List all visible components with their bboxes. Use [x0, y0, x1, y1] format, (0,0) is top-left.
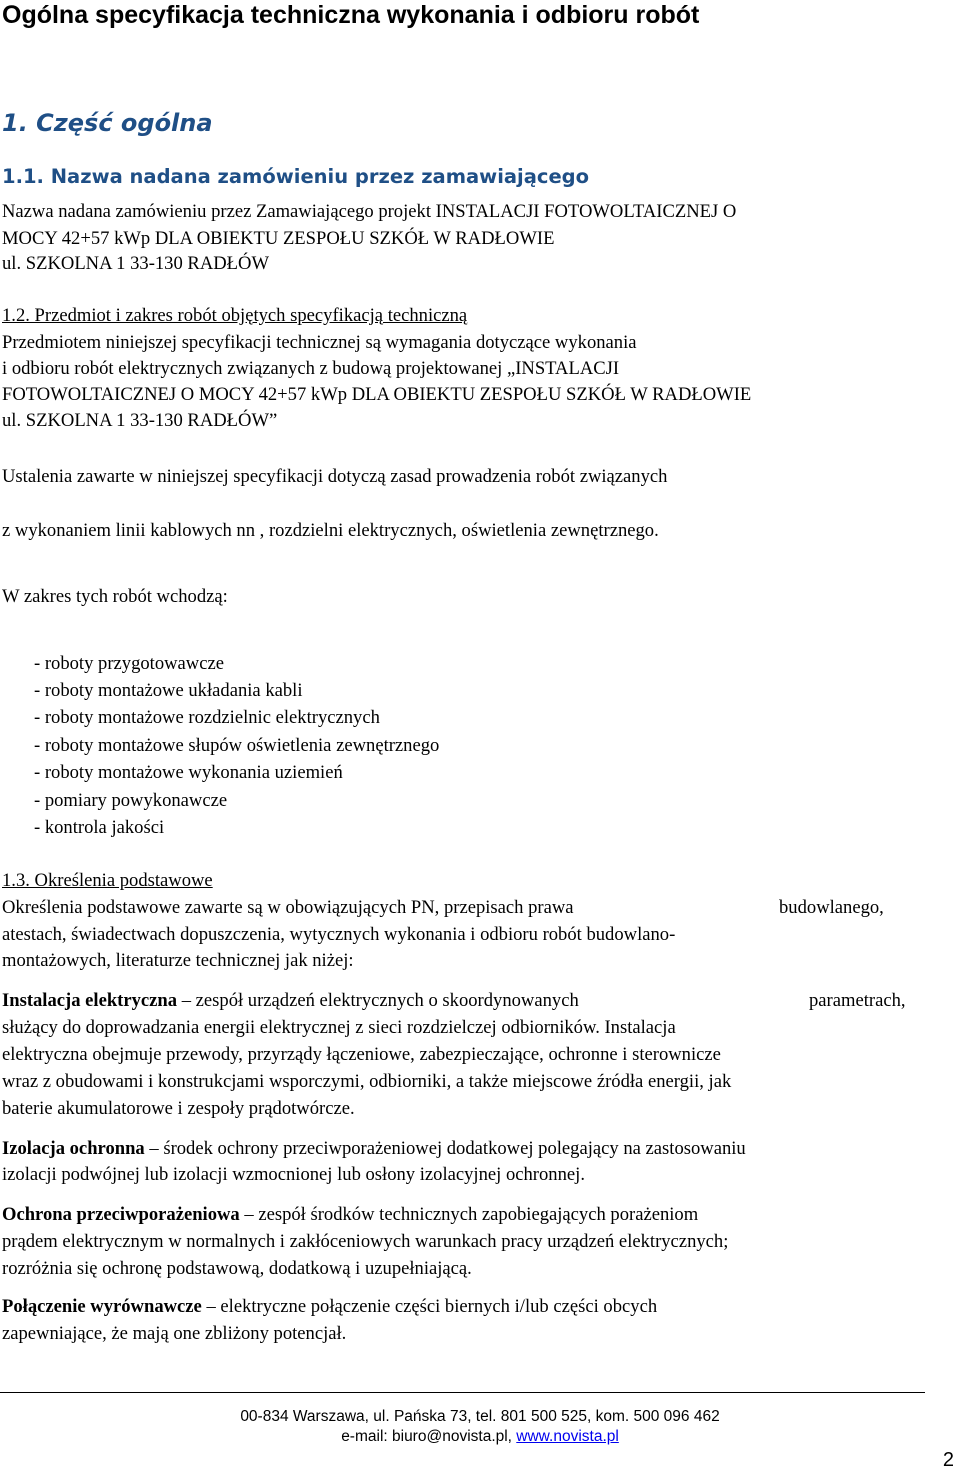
- paragraph-line: MOCY 42+57 kWp DLA OBIEKTU ZESPOŁU SZKÓŁ W RADŁOWIE: [2, 228, 555, 249]
- footer-address: 00-834 Warszawa, ul. Pańska 73, tel. 801 500 525, kom. 500 096 462: [240, 1408, 720, 1425]
- paragraph-line: ul. SZKOLNA 1 33-130 RADŁÓW: [2, 253, 270, 274]
- definition-text: – zespół środków technicznych zapobiegających porażeniom: [239, 1204, 699, 1225]
- definition-izolacja: [2, 1136, 746, 1162]
- definition-term: Ochrona przeciwporażeniowa: [2, 1204, 240, 1225]
- footer-contact: [0, 1428, 960, 1446]
- definition-instalacja: [2, 988, 579, 1014]
- list-item: - roboty montażowe układania kabli: [34, 680, 303, 701]
- list-item: - pomiary powykonawcze: [34, 790, 228, 811]
- paragraph-line: Przedmiotem niniejszej specyfikacji technicznej są wymagania dotyczące wykonania: [2, 332, 637, 353]
- list-item: - roboty przygotowawcze: [34, 653, 224, 674]
- definition-term: Instalacja elektryczna: [2, 990, 178, 1011]
- definition-ochrona: [2, 1202, 698, 1228]
- section-heading-1-1: 1.1. Nazwa nadana zamówieniu przez zamawiającego: [2, 165, 590, 188]
- page-number: 2: [942, 1449, 954, 1471]
- paragraph-line: Określenia podstawowe zawarte są w obowiązujących PN, przepisach prawa: [2, 897, 574, 918]
- paragraph-line: służący do doprowadzania energii elektrycznej z sieci rozdzielczej odbiorników. Instalacja: [2, 1017, 676, 1038]
- definition-text: – środek ochrony przeciwporażeniowej dodatkowej polegający na zastosowaniu: [144, 1138, 746, 1159]
- list-item: - roboty montażowe wykonania uziemień: [34, 762, 343, 783]
- section-heading-1: 1. Część ogólna: [2, 109, 213, 137]
- scope-intro: W zakres tych robót wchodzą:: [2, 586, 228, 607]
- definition-term: Izolacja ochronna: [2, 1138, 145, 1159]
- paragraph-line: atestach, świadectwach dopuszczenia, wytycznych wykonania i odbioru robót budowlano-: [2, 924, 676, 945]
- document-title: Ogólna specyfikacja techniczna wykonania i odbioru robót: [2, 1, 700, 29]
- paragraph-line: wraz z obudowami i konstrukcjami wsporczymi, odbiorniki, a także miejscowe źródła energii, jak: [2, 1071, 732, 1092]
- section-heading-1-3: 1.3. Określenia podstawowe: [2, 870, 213, 891]
- definition-polaczenie: [2, 1294, 657, 1320]
- footer-divider: [0, 1392, 925, 1393]
- paragraph-line: izolacji podwójnej lub izolacji wzmocnionej lub osłony izolacyjnej ochronnej.: [2, 1164, 585, 1185]
- paragraph-line: rozróżnia się ochronę podstawową, dodatkową i uzupełniającą.: [2, 1258, 472, 1279]
- list-item: - kontrola jakości: [34, 817, 165, 838]
- paragraph-line: baterie akumulatorowe i zespoły prądotwórcze.: [2, 1098, 355, 1119]
- paragraph-line: elektryczna obejmuje przewody, przyrządy łączeniowe, zabezpieczające, ochronne i sterownicze: [2, 1044, 721, 1065]
- paragraph-line: montażowych, literaturze technicznej jak niżej:: [2, 950, 354, 971]
- section-heading-1-2: 1.2. Przedmiot i zakres robót objętych specyfikacją techniczną: [2, 305, 468, 326]
- list-item: - roboty montażowe słupów oświetlenia zewnętrznego: [34, 735, 440, 756]
- paragraph-line-end: parametrach,: [809, 990, 906, 1011]
- definition-term: Połączenie wyrównawcze: [2, 1296, 202, 1317]
- paragraph-line: FOTOWOLTAICZNEJ O MOCY 42+57 kWp DLA OBIEKTU ZESPOŁU SZKÓŁ W RADŁOWIE: [2, 384, 752, 405]
- paragraph-line: z wykonaniem linii kablowych nn , rozdzielni elektrycznych, oświetlenia zewnętrznego.: [2, 520, 659, 541]
- definition-text: – elektryczne połączenie części biernych i/lub części obcych: [201, 1296, 658, 1317]
- paragraph-line: zapewniające, że mają one zbliżony potencjał.: [2, 1323, 347, 1344]
- paragraph-line-end: budowlanego,: [779, 897, 884, 918]
- paragraph-line: i odbioru robót elektrycznych związanych z budową projektowanej „INSTALACJI: [2, 358, 620, 379]
- footer-website-link[interactable]: www.novista.pl: [516, 1428, 619, 1445]
- footer-email: e-mail: biuro@novista.pl,: [341, 1428, 517, 1445]
- paragraph-line: Nazwa nadana zamówieniu przez Zamawiającego projekt INSTALACJI FOTOWOLTAICZNEJ O: [2, 201, 737, 222]
- list-item: - roboty montażowe rozdzielnic elektrycznych: [34, 707, 380, 728]
- definition-text: – zespół urządzeń elektrycznych o skoordynowanych: [177, 990, 579, 1011]
- paragraph-line: ul. SZKOLNA 1 33-130 RADŁÓW”: [2, 410, 278, 431]
- paragraph-line: prądem elektrycznym w normalnych i zakłóceniowych warunkach pracy urządzeń elektrycznych;: [2, 1231, 729, 1252]
- paragraph-line: Ustalenia zawarte w niniejszej specyfikacji dotyczą zasad prowadzenia robót związanych: [2, 466, 668, 487]
